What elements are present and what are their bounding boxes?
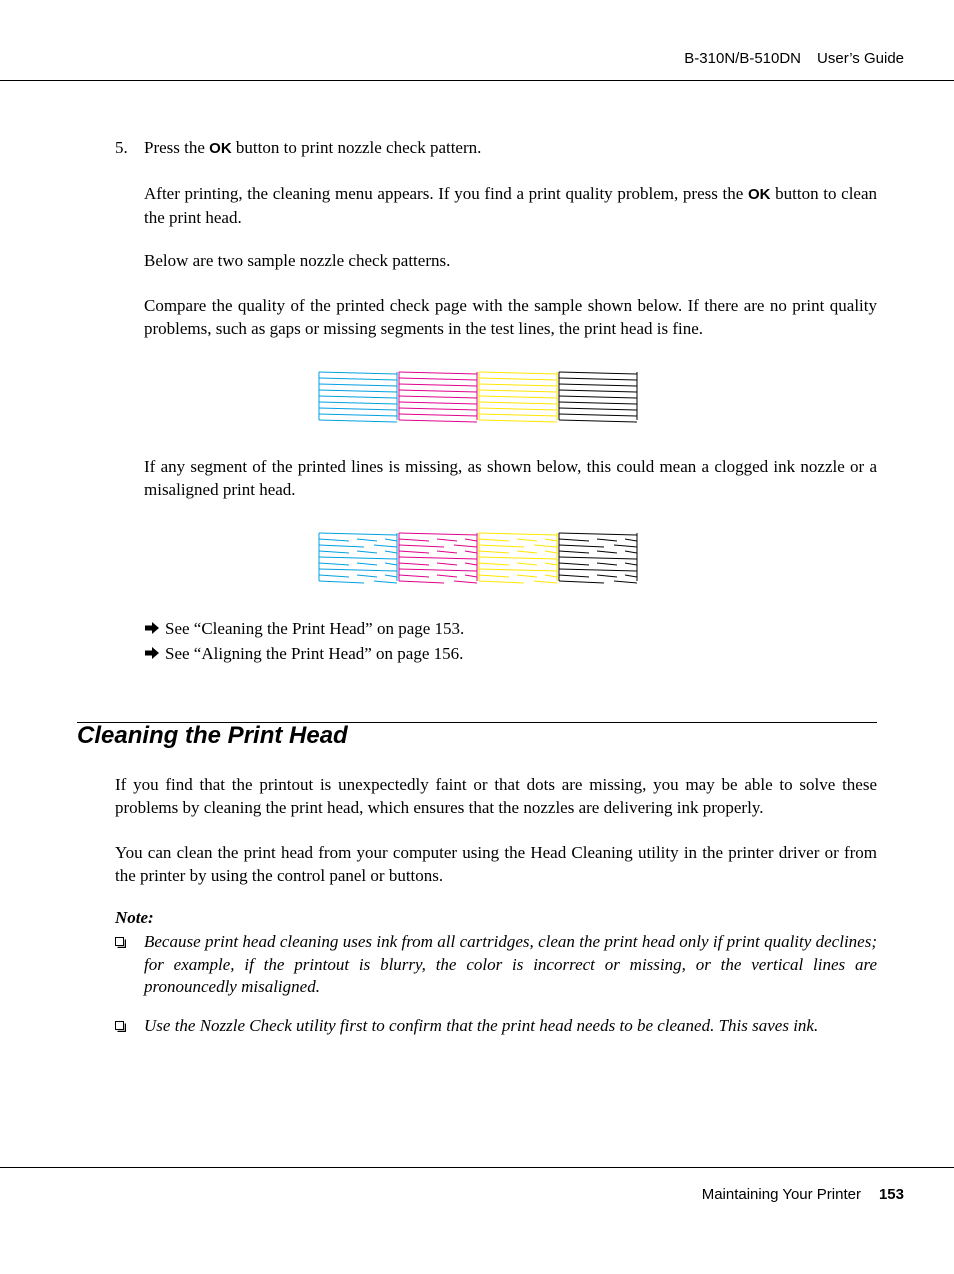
pattern-test-line — [479, 569, 557, 571]
pattern-test-line — [319, 557, 397, 559]
pattern-test-line — [437, 539, 457, 541]
pattern-test-line — [545, 563, 557, 565]
pattern-test-line — [517, 551, 537, 553]
running-header — [684, 50, 904, 67]
pattern-test-line — [597, 551, 617, 553]
header-rule — [0, 80, 954, 81]
pattern-test-line — [319, 563, 349, 565]
pattern-test-line — [399, 551, 429, 553]
pattern-block — [559, 533, 637, 583]
pattern-test-line — [559, 402, 637, 404]
pattern-test-line — [454, 581, 477, 583]
pattern-test-line — [479, 581, 524, 583]
pattern-test-line — [399, 420, 477, 422]
pattern-test-line — [319, 420, 397, 422]
pattern-test-line — [559, 372, 637, 374]
xref-aligning-link[interactable] — [144, 644, 463, 664]
step-paragraph-4: Compare the quality of the printed check page with the sample shown below. If there are no print quality problems, such as gaps or missing segments in the test lines, the print head is fine. — [144, 296, 877, 338]
ok-button-label: OK — [209, 140, 232, 157]
pattern-test-line — [479, 402, 557, 404]
pattern-test-line — [479, 384, 557, 386]
pattern-test-line — [597, 563, 617, 565]
pattern-test-line — [319, 384, 397, 386]
note-item-text: Because print head cleaning uses ink from all cartridges, clean the print head only if print quality declines; for example, if the printout is blurry, the color is incorrect or missing, or the vertical lines are pronouncedly misaligned. — [144, 932, 877, 996]
pattern-test-line — [465, 575, 477, 577]
pattern-test-line — [625, 575, 637, 577]
pattern-test-line — [437, 563, 457, 565]
running-footer — [702, 1186, 904, 1203]
pattern-test-line — [357, 539, 377, 541]
pattern-test-line — [597, 539, 617, 541]
header-model: B-310N/B-510DN — [684, 50, 802, 67]
step-paragraph-2 — [144, 183, 877, 229]
pattern-test-line — [517, 575, 537, 577]
pattern-test-line — [534, 581, 557, 583]
pattern-test-line — [399, 563, 429, 565]
pattern-test-line — [319, 402, 397, 404]
pattern-test-line — [319, 539, 349, 541]
pattern-test-line — [399, 396, 477, 398]
pattern-block — [399, 372, 477, 422]
pattern-test-line — [437, 551, 457, 553]
pattern-test-line — [465, 551, 477, 553]
checkbox-bullet-icon — [115, 1021, 126, 1032]
pattern-test-line — [385, 539, 397, 541]
pattern-test-line — [319, 569, 397, 571]
pattern-test-line — [319, 533, 397, 535]
pattern-test-line — [597, 575, 617, 577]
pattern-test-line — [399, 581, 444, 583]
pattern-test-line — [399, 575, 429, 577]
pattern-test-line — [319, 581, 364, 583]
step-line-1-text-b: button to print nozzle check pattern. — [231, 138, 482, 157]
pattern-test-line — [559, 408, 637, 410]
xref-aligning-text: See “Aligning the Print Head” on page 156. — [165, 644, 464, 663]
pattern-test-line — [559, 569, 637, 571]
pattern-test-line — [357, 575, 377, 577]
pattern-test-line — [559, 414, 637, 416]
xref-cleaning-text: See “Cleaning the Print Head” on page 153. — [165, 619, 465, 638]
nozzle-check-good-pattern — [318, 368, 640, 424]
pattern-test-line — [399, 408, 477, 410]
pattern-test-line — [479, 414, 557, 416]
pattern-test-line — [399, 533, 477, 535]
pattern-test-line — [559, 420, 637, 422]
arrow-right-icon — [144, 621, 160, 635]
section-paragraph-1: If you find that the printout is unexpectedly faint or that dots are missing, you may be able to solve these problems by cleaning the print head, which ensures that the nozzles are delivering ink properly. — [115, 775, 877, 817]
step-line-1 — [144, 137, 877, 161]
pattern-test-line — [399, 402, 477, 404]
pattern-test-line — [479, 420, 557, 422]
pattern-test-line — [479, 378, 557, 380]
step-paragraph-2-text-b: button to clean the print head. — [144, 184, 878, 227]
pattern-test-line — [614, 581, 637, 583]
pattern-test-line — [465, 563, 477, 565]
step-number: 5. — [115, 138, 128, 157]
pattern-test-line — [319, 378, 397, 380]
pattern-test-line — [559, 533, 637, 535]
pattern-test-line — [479, 557, 557, 559]
pattern-test-line — [479, 539, 509, 541]
pattern-test-line — [399, 384, 477, 386]
pattern-test-line — [385, 563, 397, 565]
pattern-test-line — [399, 539, 429, 541]
section-title: Cleaning the Print Head — [77, 722, 348, 749]
step-line-1-text-a: Press the — [144, 138, 210, 157]
pattern-test-line — [319, 414, 397, 416]
pattern-test-line — [319, 408, 397, 410]
pattern-test-line — [559, 575, 589, 577]
pattern-test-line — [479, 533, 557, 535]
note-item — [115, 931, 877, 999]
note-item — [115, 1015, 877, 1038]
pattern-test-line — [614, 545, 637, 547]
pattern-test-line — [357, 563, 377, 565]
pattern-test-line — [517, 539, 537, 541]
pattern-test-line — [319, 575, 349, 577]
pattern-block — [479, 533, 557, 583]
pattern-test-line — [319, 545, 364, 547]
pattern-test-line — [399, 378, 477, 380]
pattern-test-line — [517, 563, 537, 565]
section-paragraph-2: You can clean the print head from your computer using the Head Cleaning utility in the printer driver or from the printer by using the control panel or buttons. — [115, 843, 877, 885]
pattern-test-line — [454, 545, 477, 547]
pattern-test-line — [374, 581, 397, 583]
pattern-block — [559, 372, 637, 422]
pattern-test-line — [559, 551, 589, 553]
pattern-block — [319, 533, 397, 583]
pattern-test-line — [399, 557, 477, 559]
pattern-test-line — [357, 551, 377, 553]
pattern-test-line — [559, 396, 637, 398]
footer-chapter: Maintaining Your Printer — [701, 1186, 861, 1203]
pattern-test-line — [625, 563, 637, 565]
checkbox-bullet-icon — [115, 937, 126, 948]
note-item-text: Use the Nozzle Check utility first to confirm that the print head needs to be cleaned. This saves ink. — [144, 1016, 819, 1035]
step-paragraph-2-text-a: After printing, the cleaning menu appears. If you find a print quality problem, press the — [144, 184, 748, 203]
pattern-test-line — [319, 551, 349, 553]
pattern-test-line — [385, 575, 397, 577]
pattern-test-line — [479, 396, 557, 398]
xref-cleaning-link[interactable] — [144, 619, 464, 639]
page-number: 153 — [878, 1186, 904, 1203]
pattern-test-line — [559, 545, 604, 547]
pattern-test-line — [625, 539, 637, 541]
pattern-test-line — [559, 563, 589, 565]
header-guide: User’s Guide — [817, 50, 904, 67]
footer-rule — [0, 1167, 954, 1168]
pattern-test-line — [319, 372, 397, 374]
pattern-test-line — [479, 390, 557, 392]
note-label: Note: — [115, 908, 154, 927]
pattern-block — [399, 533, 477, 583]
pattern-test-line — [479, 551, 509, 553]
pattern-test-line — [374, 545, 397, 547]
pattern-test-line — [399, 569, 477, 571]
step-paragraph-3: Below are two sample nozzle check patterns. — [144, 251, 451, 270]
pattern-test-line — [479, 545, 524, 547]
pattern-test-line — [479, 563, 509, 565]
pattern-test-line — [479, 372, 557, 374]
pattern-test-line — [319, 390, 397, 392]
pattern-test-line — [479, 408, 557, 410]
step-paragraph-5: If any segment of the printed lines is missing, as shown below, this could mean a clogged ink nozzle or a misaligned print head. — [144, 457, 877, 499]
pattern-test-line — [437, 575, 457, 577]
pattern-test-line — [399, 545, 444, 547]
pattern-test-line — [545, 551, 557, 553]
pattern-block — [479, 372, 557, 422]
pattern-test-line — [559, 384, 637, 386]
pattern-test-line — [399, 372, 477, 374]
pattern-test-line — [399, 390, 477, 392]
pattern-test-line — [399, 414, 477, 416]
pattern-test-line — [559, 557, 637, 559]
pattern-test-line — [559, 390, 637, 392]
pattern-test-line — [319, 396, 397, 398]
pattern-test-line — [534, 545, 557, 547]
pattern-test-line — [465, 539, 477, 541]
pattern-test-line — [385, 551, 397, 553]
pattern-test-line — [625, 551, 637, 553]
pattern-block — [319, 372, 397, 422]
pattern-test-line — [559, 581, 604, 583]
arrow-right-icon — [144, 646, 160, 660]
pattern-test-line — [559, 539, 589, 541]
pattern-test-line — [545, 539, 557, 541]
ok-button-label-2: OK — [747, 186, 771, 203]
pattern-test-line — [559, 378, 637, 380]
nozzle-check-bad-pattern — [318, 529, 640, 585]
pattern-test-line — [479, 575, 509, 577]
pattern-test-line — [545, 575, 557, 577]
